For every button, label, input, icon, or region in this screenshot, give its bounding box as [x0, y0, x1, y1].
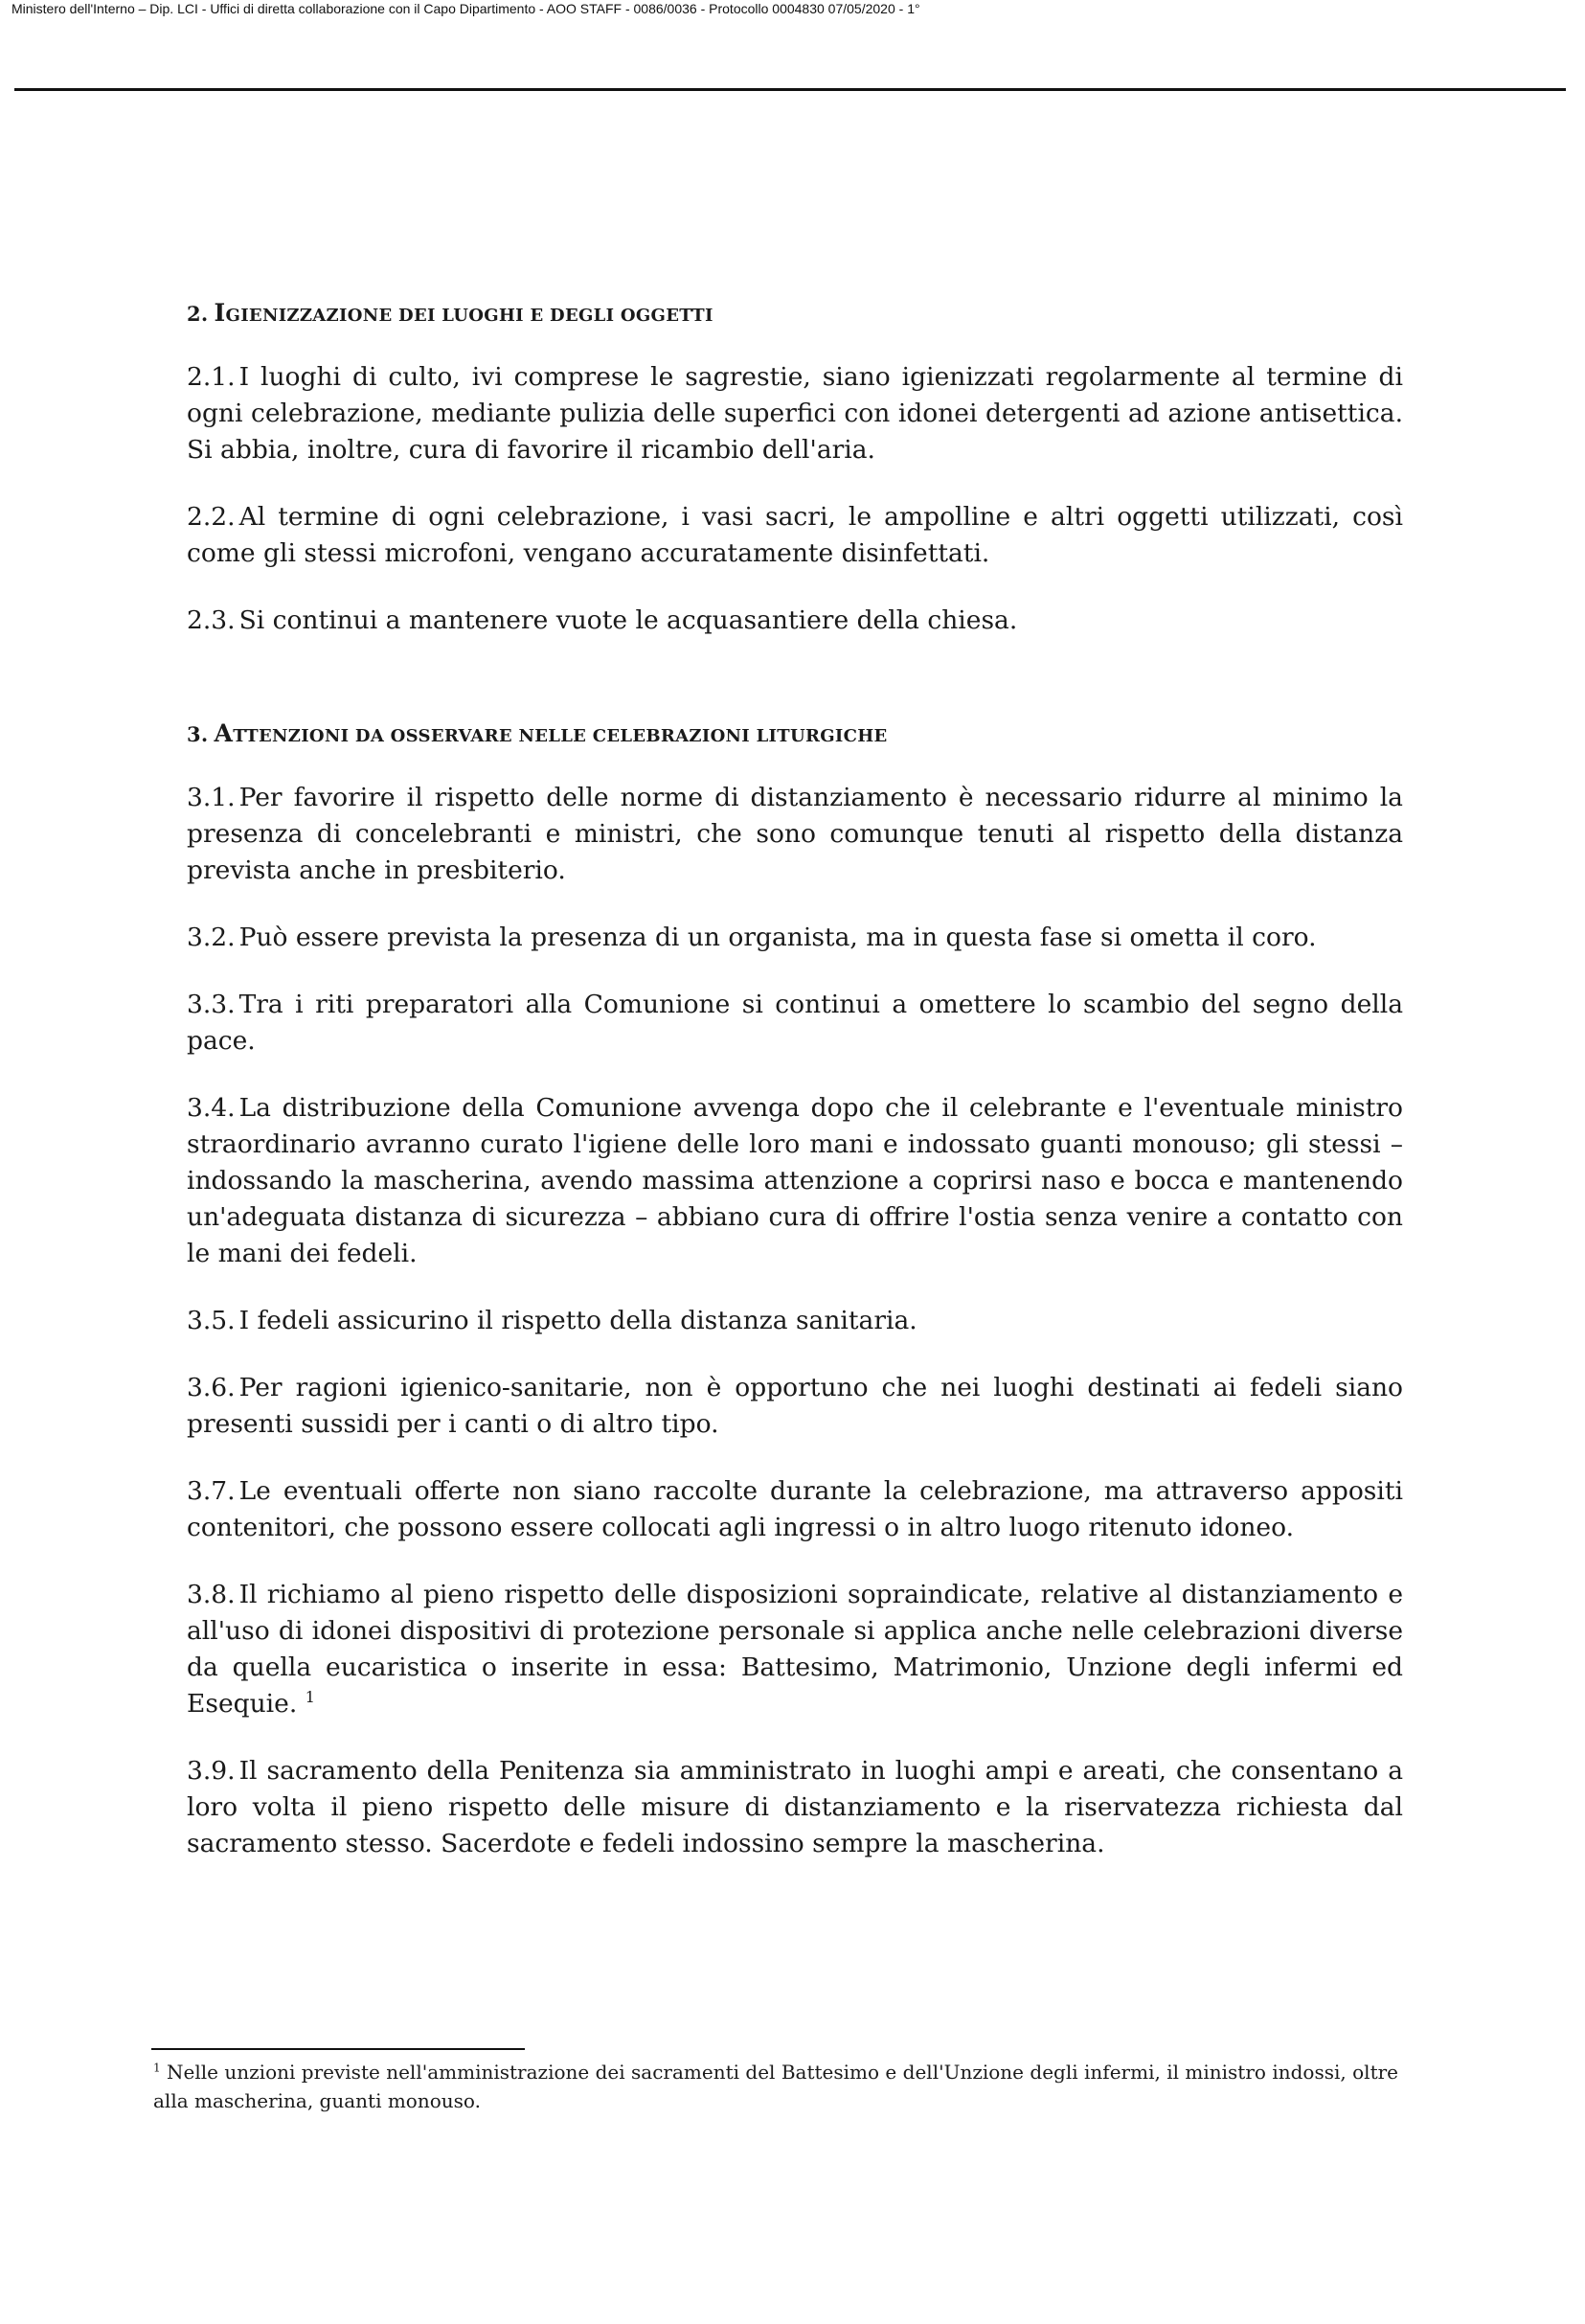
paragraph-number: 3.9. — [187, 1756, 236, 1786]
paragraph-3-2 — [187, 920, 1403, 956]
header-divider — [14, 88, 1566, 91]
paragraph-number: 3.1. — [187, 783, 236, 812]
section-title: IGIENIZZAZIONE DEI LUOGHI E DEGLI OGGETTI — [214, 299, 713, 327]
paragraph-text: Il richiamo al pieno rispetto delle disposizioni sopraindicate, relative al distanziamento e all'uso di idonei dispositivi di protezione personale si applica anche nelle celebrazioni diverse da quella eucaristica o inserite in essa: Battesimo, Matrimonio, Unzione degli infermi ed Esequie. — [187, 1580, 1403, 1719]
paragraph-number: 3.4. — [187, 1093, 236, 1123]
paragraph-3-3 — [187, 987, 1403, 1059]
footnote-reference[interactable]: 1 — [305, 1688, 315, 1707]
paragraph-text: Tra i riti preparatori alla Comunione si continui a omettere lo scambio del segno della pace. — [187, 990, 1403, 1056]
paragraph-number: 2.1. — [187, 362, 236, 392]
paragraph-2-3 — [187, 603, 1403, 639]
paragraph-3-6 — [187, 1370, 1403, 1443]
paragraph-text: Per favorire il rispetto delle norme di distanziamento è necessario ridurre al minimo la presenza di concelebranti e ministri, che sono comunque tenuti al rispetto della distanza prevista anche in presbiterio. — [187, 783, 1403, 885]
paragraph-3-8 — [187, 1577, 1403, 1722]
paragraph-text: Le eventuali offerte non siano raccolte durante la celebrazione, ma attraverso appositi contenitori, che possono essere collocati agli ingressi o in altro luogo ritenuto idoneo. — [187, 1476, 1403, 1542]
footnote — [153, 2058, 1398, 2115]
footnote-text: Nelle unzioni previste nell'amministrazione dei sacramenti del Battesimo e dell'Unzione degli infermi, il ministro indossi, oltre alla mascherina, guanti monouso. — [153, 2061, 1398, 2112]
section-heading-3 — [187, 719, 1403, 751]
document-body — [187, 299, 1403, 1862]
paragraph-number: 3.2. — [187, 923, 236, 952]
paragraph-text: La distribuzione della Comunione avvenga dopo che il celebrante e l'eventuale ministro straordinario avranno curato l'igiene delle loro mani e indossato guanti monouso; gli stessi – indossando la mascherina, avendo massima attenzione a coprirsi naso e bocca e mantenendo un'adeguata distanza di sicurezza – abbiano cura di offrire l'ostia senza venire a contatto con le mani dei fedeli. — [187, 1093, 1403, 1268]
paragraph-3-7 — [187, 1473, 1403, 1546]
section-heading-2 — [187, 299, 1403, 330]
paragraph-2-1 — [187, 359, 1403, 468]
section-title: ATTENZIONI DA OSSERVARE NELLE CELEBRAZIONI LITURGICHE — [214, 719, 888, 747]
footnote-marker: 1 — [153, 2061, 161, 2075]
paragraph-text: Può essere prevista la presenza di un organista, ma in questa fase si ometta il coro. — [238, 923, 1317, 952]
paragraph-number: 3.3. — [187, 990, 236, 1019]
paragraph-text: Al termine di ogni celebrazione, i vasi sacri, le ampolline e altri oggetti utilizzati, così come gli stessi microfoni, vengano accuratamente disinfettati. — [187, 502, 1403, 568]
paragraph-number: 3.6. — [187, 1373, 236, 1402]
paragraph-number: 3.5. — [187, 1306, 236, 1335]
paragraph-number: 2.3. — [187, 605, 236, 635]
paragraph-text: Il sacramento della Penitenza sia amministrato in luoghi ampi e areati, che consentano a loro volta il pieno rispetto delle misure di distanziamento e la riservatezza richiesta dal sacramento stesso. Sacerdote e fedeli indossino sempre la mascherina. — [187, 1756, 1403, 1858]
paragraph-3-5 — [187, 1303, 1403, 1339]
section-number: 2. — [187, 302, 209, 326]
paragraph-3-4 — [187, 1090, 1403, 1272]
paragraph-3-1 — [187, 780, 1403, 889]
paragraph-2-2 — [187, 499, 1403, 572]
footnote-divider — [151, 2048, 525, 2050]
paragraph-text: Per ragioni igienico-sanitarie, non è opportuno che nei luoghi destinati ai fedeli siano presenti sussidi per i canti o di altro tipo. — [187, 1373, 1403, 1439]
paragraph-text: Si continui a mantenere vuote le acquasantiere della chiesa. — [238, 605, 1018, 635]
paragraph-text: I luoghi di culto, ivi comprese le sagrestie, siano igienizzati regolarmente al termine di ogni celebrazione, mediante pulizia delle superfici con idonei detergenti ad azione antisettica. Si abbia, inoltre, cura di favorire il ricambio dell'aria. — [187, 362, 1403, 465]
paragraph-3-9 — [187, 1753, 1403, 1862]
paragraph-number: 2.2. — [187, 502, 236, 532]
section-number: 3. — [187, 722, 209, 746]
paragraph-number: 3.7. — [187, 1476, 236, 1506]
paragraph-text: I fedeli assicurino il rispetto della distanza sanitaria. — [238, 1306, 917, 1335]
paragraph-number: 3.8. — [187, 1580, 236, 1609]
protocol-header: Ministero dell'Interno – Dip. LCI - Uffici di diretta collaborazione con il Capo Dipartimento - AOO STAFF - 0086/0036 - Protocollo 0004830 07/05/2020 - 1° — [11, 1, 920, 16]
